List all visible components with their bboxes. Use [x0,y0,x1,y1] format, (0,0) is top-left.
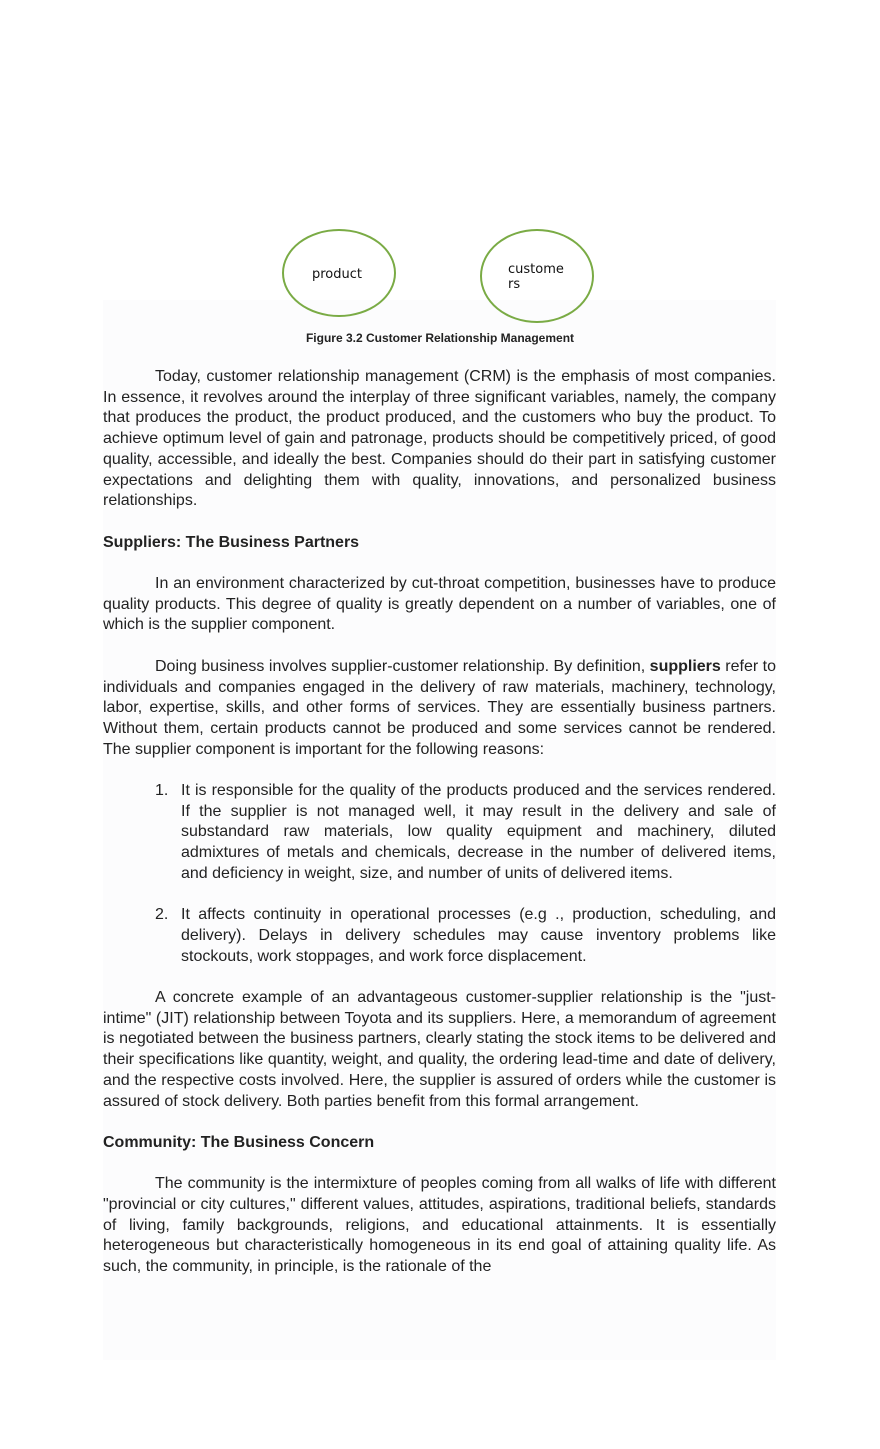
list-item-number: 2. [155,906,169,924]
list-item-text: It affects continuity in operational processes (e.g ., production, scheduling, and delivery). Delays in delivery schedules may cause inventory problems like stockouts, work stoppages, and work force displacement. [181,906,776,965]
list-item-text: It is responsible for the quality of the products produced and the services rendered. If the supplier is not managed well, it may result in the delivery and sale of substandard raw materials, low quality equipment and machinery, diluted admixtures of metals and chemicals, decrease in the number of delivered items, and deficiency in weight, size, and number of units of delivered items. [181,782,776,882]
product-circle [282,229,396,317]
reasons-list [103,781,776,967]
customers-circle [480,229,594,323]
crm-diagram [280,227,600,327]
document-body [103,367,776,1278]
definition-text-after: refer to individuals and companies engaged in the delivery of raw materials, machinery, technology, labor, expertise, skills, and other forms of services. They are essentially business partners. Without them, certain products cannot be produced and some services cannot be rendered. The supplier component is important for the following reasons: [103,657,777,758]
suppliers-definition-paragraph [103,657,776,761]
figure-caption: Figure 3.2 Customer Relationship Management [305,331,575,345]
community-paragraph: The community is the intermixture of peoples coming from all walks of life with different "provincial or city cultures," different values, attitudes, aspirations, traditional beliefs, standards of living, family backgrounds, religions, and educational attainments. It is essentially heterogeneous but characteristically homogeneous in its end goal of attaining quality life. As such, the community, in principle, is the rationale of the [103,1175,776,1276]
crm-paragraph: Today, customer relationship management (CRM) is the emphasis of most companies. In essence, it revolves around the interplay of three significant variables, namely, the company that produces the product, the product produced, and the customers who buy the product. To achieve optimum level of gain and patronage, products should be competitively priced, of good quality, accessible, and ideally the best. Companies should do their part in satisfying customer expectations and delighting them with quality, innovations, and personalized business relationships. [103,368,776,510]
list-item-number: 1. [155,782,169,799]
suppliers-heading: Suppliers: The Business Partners [103,533,360,551]
list-item [103,781,776,885]
suppliers-intro-paragraph: In an environment characterized by cut-throat competition, businesses have to produce quality products. This degree of quality is greatly dependent on a number of variables, one of which is the supplier component. [103,575,776,634]
list-item [103,905,776,967]
jit-paragraph: A concrete example of an advantageous customer-supplier relationship is the "just-intime" (JIT) relationship between Toyota and its suppliers. Here, a memorandum of agreement is negotiated between the business partners, clearly stating the stock items to be delivered and their specifications like quantity, weight, and quality, the ordering lead-time and date of delivery, and the respective costs involved. Here, the supplier is assured of orders while the customer is assured of stock delivery. Both parties benefit from this formal arrangement. [103,989,776,1110]
definition-text-before: Doing business involves supplier-customer relationship. By definition, [155,657,650,675]
product-label: product [312,267,363,282]
definition-term: suppliers [649,657,721,675]
community-heading: Community: The Business Concern [103,1133,375,1151]
customers-label: customers [508,262,564,292]
